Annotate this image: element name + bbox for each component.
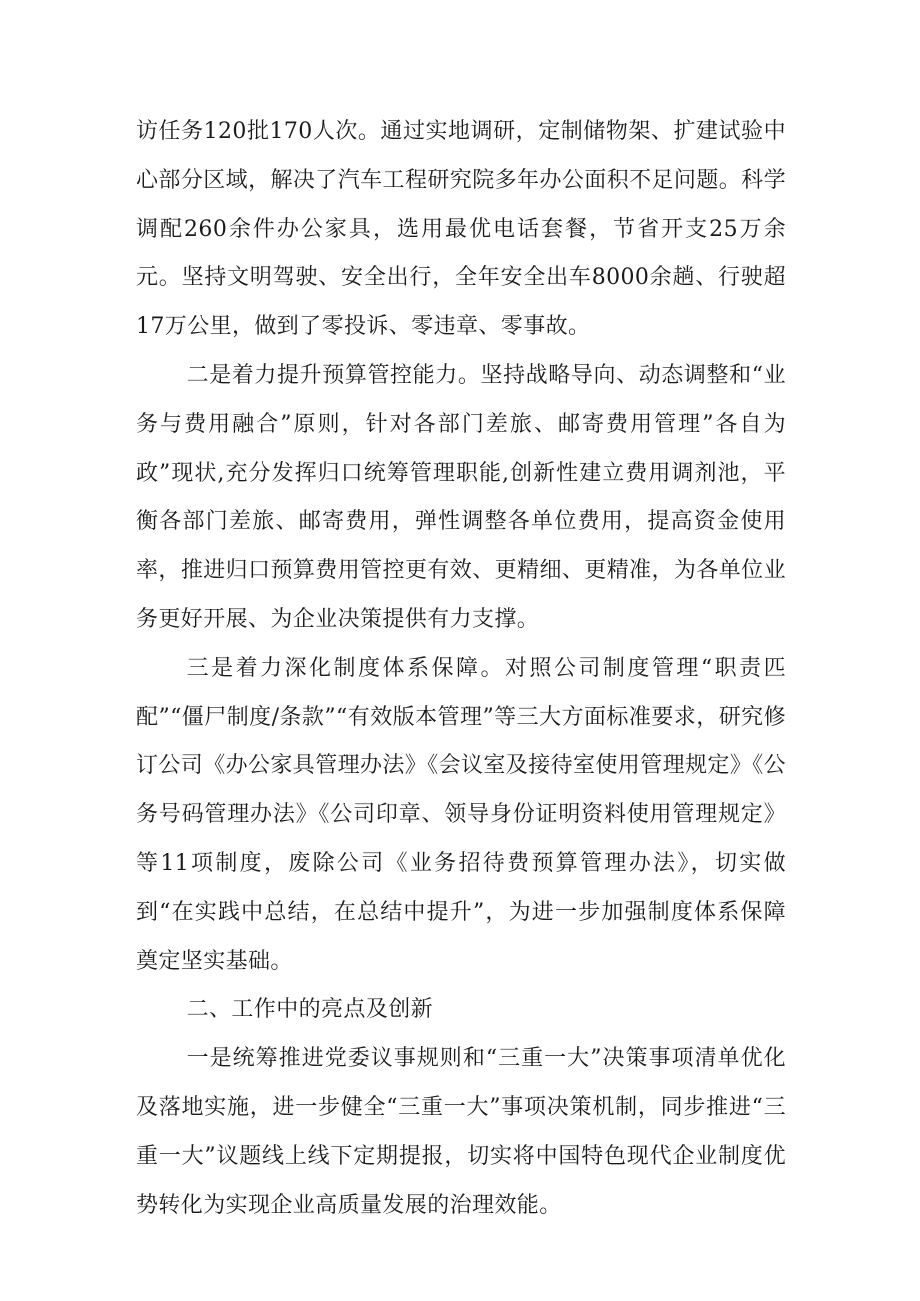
document-body [136, 108, 786, 1230]
paragraph-decision-rules: 一是统筹推进党委议事规则和“三重一大”决策事项清单优化及落地实施，进一步健全“三重一大”事项决策机制，同步推进“三重一大”议题线上线下定期提报，切实将中国特色现代企业制度优势转化为实现企业高质量发展的治理效能。 [136, 1046, 786, 1218]
section-heading-highlights: 二、工作中的亮点及创新 [186, 997, 433, 1023]
paragraph-continuation: 访任务120批170人次。通过实地调研，定制储物架、扩建试验中心部分区域，解决了汽车工程研究院多年办公面积不足问题。科学调配260余件办公家具，选用最优电话套餐，节省开支25万余元。坚持文明驾驶、安全出行，全年安全出车8000余趟、行驶超17万公里，做到了零投诉、零违章、零事故。 [136, 119, 786, 340]
paragraph-budget-control: 二是着力提升预算管控能力。坚持战略导向、动态调整和“业务与费用融合”原则，针对各部门差旅、邮寄费用管理”各自为政”现状,充分发挥归口统筹管理职能,创新性建立费用调剂池，平衡各部门差旅、邮寄费用，弹性调整各单位费用，提高资金使用率，推进归口预算费用管控更有效、更精细、更精准，为各单位业务更好开展、为企业决策提供有力支撑。 [136, 362, 786, 632]
paragraph-system-guarantee: 三是着力深化制度体系保障。对照公司制度管理“职责匹配”“僵尸制度/条款”“有效版本管理”等三大方面标准要求，研究修订公司《办公家具管理办法》《会议室及接待室使用管理规定》《公务号码管理办法》《公司印章、领导身份证明资料使用管理规定》等11项制度，废除公司《业务招待费预算管理办法》，切实做到“在实践中总结，在总结中提升”，为进一步加强制度体系保障奠定坚实基础。 [136, 655, 787, 974]
